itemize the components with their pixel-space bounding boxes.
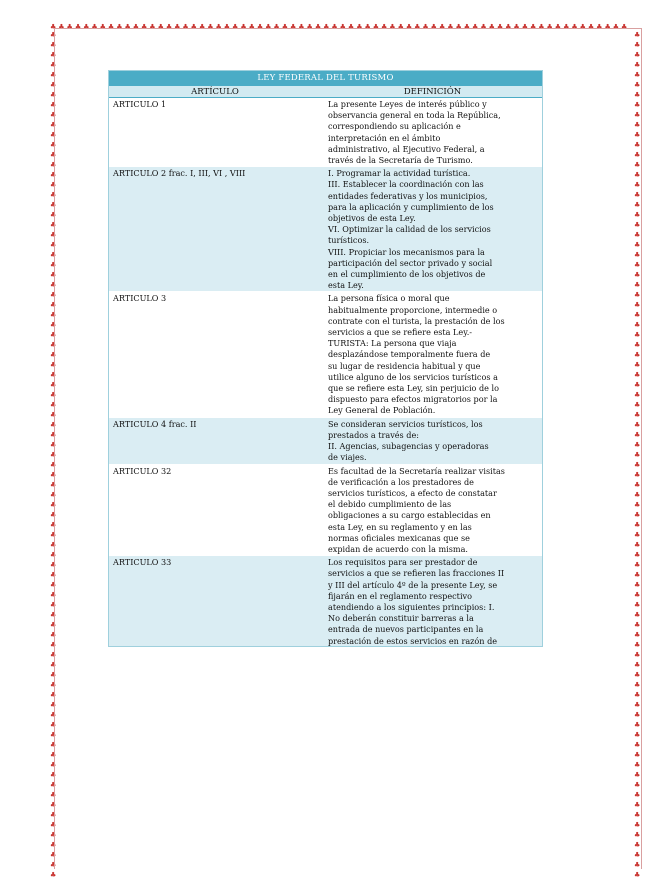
definicion-cell: [322, 464, 543, 556]
definicion-line: fijarán en el reglamento respectivo: [328, 590, 472, 601]
definicion-cell: [322, 417, 543, 464]
definicion-line: en el cumplimiento de los objetivos de: [328, 269, 486, 280]
definicion-line: prestación de estos servicios en razón de: [328, 635, 498, 646]
definicion-line: servicios a que se refiere esta Ley.-: [328, 327, 473, 338]
definicion-line: II. Agencias, subagencias y operadoras: [328, 441, 489, 452]
table-row: [108, 167, 543, 292]
definicion-line: TURISTA: La persona que viaja: [328, 338, 457, 349]
articulo-cell: ARTICULO 3: [108, 292, 322, 417]
definicion-line: entrada de nuevos participantes en la: [328, 624, 484, 635]
definicion-line: Se consideran servicios turísticos, los: [328, 418, 483, 429]
definicion-line: turísticos.: [328, 235, 370, 246]
definicion-line: expidan de acuerdo con la misma.: [328, 543, 468, 554]
definicion-cell: [322, 292, 543, 417]
definicion-line: III. Establecer la coordinación con las: [328, 179, 484, 190]
definicion-line: para la aplicación y cumplimiento de los: [328, 201, 494, 212]
definicion-line: VI. Optimizar la calidad de los servicios: [328, 224, 491, 235]
definicion-line: administrativo, al Ejecutivo Federal, a: [328, 143, 485, 154]
definicion-line: través de la Secretaría de Turismo.: [328, 155, 473, 166]
table-row: [108, 417, 543, 464]
column-header-definicion: DEFINICIÓN: [322, 86, 543, 98]
definicion-line: objetivos de esta Ley.: [328, 213, 416, 224]
articulo-cell: ARTICULO 2 frac. I, III, VI , VIII: [108, 167, 322, 292]
definicion-line: utilice alguno de los servicios turísticos a: [328, 371, 498, 382]
definicion-line: observancia general en toda la República,: [328, 110, 501, 121]
definicion-line: habitualmente proporcione, intermedie o: [328, 304, 498, 315]
definicion-line: esta Ley, en su reglamento y en las: [328, 521, 472, 532]
definicion-line: el debido cumplimiento de las: [328, 499, 452, 510]
table-title: LEY FEDERAL DEL TURISMO: [108, 70, 543, 86]
definicion-line: entidades federativas y los municipios,: [328, 190, 488, 201]
definicion-line: contrate con el turista, la prestación de los: [328, 315, 505, 326]
table-row: [108, 556, 543, 647]
definicion-line: Es facultad de la Secretaría realizar visitas: [328, 465, 505, 476]
definicion-line: participación del sector privado y social: [328, 257, 493, 268]
definicion-line: Ley General de Población.: [328, 405, 436, 416]
column-header-articulo: ARTÍCULO: [108, 86, 322, 98]
definicion-line: de viajes.: [328, 452, 367, 463]
table-row: [108, 292, 543, 417]
page-border-ornament-left: ♣ ♣ ♣ ♣ ♣ ♣ ♣ ♣ ♣ ♣ ♣ ♣ ♣ ♣ ♣ ♣ ♣ ♣ ♣ ♣ ♣ ♣ ♣ ♣ ♣ ♣ ♣ ♣ ♣ ♣ ♣ ♣ ♣ ♣ ♣ ♣ ♣ ♣ ♣ ♣ ♣ ♣ ♣ ♣ ♣ ♣ ♣ ♣ ♣ ♣ ♣ ♣ ♣ ♣ ♣ ♣ ♣ ♣ ♣ ♣ ♣ ♣ ♣ ♣ ♣ ♣ ♣ ♣ ♣ ♣ ♣ ♣ ♣ ♣ ♣ ♣ ♣ ♣ ♣ ♣ ♣ ♣ ♣ ♣ ♣: [50, 31, 57, 879]
definicion-line: esta Ley.: [328, 280, 364, 291]
table-row: [108, 464, 543, 556]
definicion-line: normas oficiales mexicanas que se: [328, 532, 470, 543]
table-row: [108, 98, 543, 167]
definicion-line: servicios turísticos, a efecto de constatar: [328, 487, 497, 498]
definicion-line: atendiendo a los siguientes principios: I.: [328, 601, 495, 612]
definicion-cell: [322, 556, 543, 647]
articulo-cell: ARTICULO 1: [108, 98, 322, 167]
law-definitions-table: [108, 70, 543, 647]
definicion-line: La persona física o moral que: [328, 293, 450, 304]
definicion-line: correspondiendo su aplicación e: [328, 121, 461, 132]
definicion-line: VIII. Propiciar los mecanismos para la: [328, 246, 485, 257]
definicion-line: prestados a través de:: [328, 429, 419, 440]
definicion-line: y III del artículo 4º de la presente Ley, se: [328, 579, 498, 590]
definicion-line: Los requisitos para ser prestador de: [328, 557, 478, 568]
definicion-line: de verificación a los prestadores de: [328, 476, 474, 487]
definicion-cell: [322, 98, 543, 167]
definicion-line: dispuesto para efectos migratorios por la: [328, 394, 498, 405]
articulo-cell: ARTICULO 33: [108, 556, 322, 647]
definicion-line: desplazándose temporalmente fuera de: [328, 349, 491, 360]
definicion-line: I. Programar la actividad turística.: [328, 168, 471, 179]
definicion-line: su lugar de residencia habitual y que: [328, 360, 481, 371]
articulo-cell: ARTICULO 32: [108, 464, 322, 556]
definicion-line: obligaciones a su cargo establecidas en: [328, 510, 491, 521]
definicion-line: servicios a que se refieren las fracciones II: [328, 568, 505, 579]
definicion-line: La presente Leyes de interés público y: [328, 99, 487, 109]
definicion-cell: [322, 167, 543, 292]
articulo-cell: ARTICULO 4 frac. II: [108, 417, 322, 464]
definicion-line: No deberán constituir barreras a la: [328, 613, 474, 624]
page-border-ornament-right: ♣ ♣ ♣ ♣ ♣ ♣ ♣ ♣ ♣ ♣ ♣ ♣ ♣ ♣ ♣ ♣ ♣ ♣ ♣ ♣ ♣ ♣ ♣ ♣ ♣ ♣ ♣ ♣ ♣ ♣ ♣ ♣ ♣ ♣ ♣ ♣ ♣ ♣ ♣ ♣ ♣ ♣ ♣ ♣ ♣ ♣ ♣ ♣ ♣ ♣ ♣ ♣ ♣ ♣ ♣ ♣ ♣ ♣ ♣ ♣ ♣ ♣ ♣ ♣ ♣ ♣ ♣ ♣ ♣ ♣ ♣ ♣ ♣ ♣ ♣ ♣ ♣ ♣ ♣ ♣ ♣ ♣ ♣ ♣ ♣: [634, 31, 641, 879]
page-border-ornament-top: ♣♣♣♣♣♣♣♣♣♣♣♣♣♣♣♣♣♣♣♣♣♣♣♣♣♣♣♣♣♣♣♣♣♣♣♣♣♣♣♣♣♣♣♣♣♣♣♣♣♣♣♣♣♣♣♣♣♣♣♣♣♣♣♣♣♣♣♣♣♣: [50, 23, 630, 31]
definicion-line: que se refiere esta Ley, sin perjuicio de lo: [328, 383, 500, 394]
definicion-line: interpretación en el ámbito: [328, 132, 441, 143]
